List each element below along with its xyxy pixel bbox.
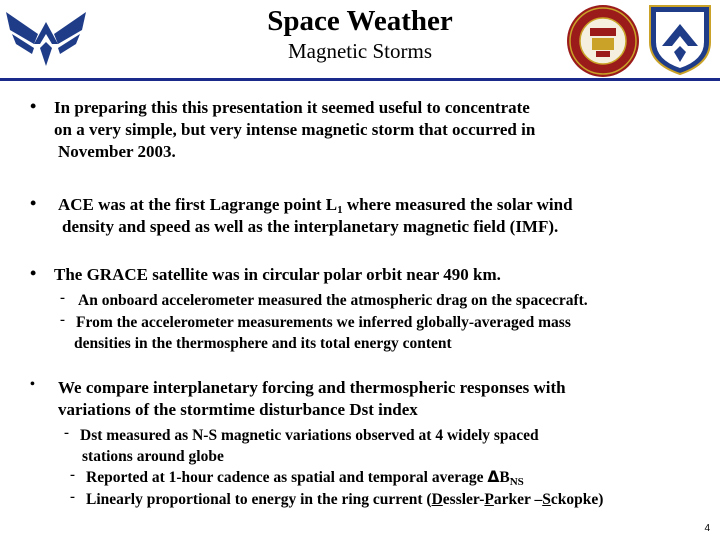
bullet-2-line-2: density and speed as well as the interplanetary magnetic field (IMF). xyxy=(62,217,559,236)
bullet-4 xyxy=(58,377,566,421)
bullet-4-line-2: variations of the stormtime disturbance Dst index xyxy=(58,400,418,419)
bullet-4-line-1: We compare interplanetary forcing and thermospheric responses with xyxy=(58,378,566,397)
bullet-4-sub-1: Dst measured as N-S magnetic variations observed at 4 widely spaced xyxy=(80,427,539,444)
bullet-marker: • xyxy=(30,263,37,283)
sub-bullet-dash: - xyxy=(64,425,69,441)
bullet-3-sub-2: From the accelerometer measurements we inferred globally-averaged mass xyxy=(76,314,571,331)
air-force-logo-icon xyxy=(4,4,88,70)
bullet-4-sub-3: Linearly proportional to energy in the ring current (Dessler-Parker –Sckopke) xyxy=(86,491,604,508)
bullet-marker: • xyxy=(30,377,35,392)
bullet-4-sub-2: Reported at 1-hour cadence as spatial and temporal average $\Delta B_{NS}$ xyxy=(86,468,524,488)
bullet-marker: • xyxy=(30,96,37,116)
bullet-1-line-2: on a very simple, but very intense magnetic storm that occurred in xyxy=(54,120,536,139)
afrl-shield-icon xyxy=(646,2,714,76)
bullet-4-sub-1-cont: stations around globe xyxy=(82,448,224,465)
bullet-1-line-3: November 2003. xyxy=(58,142,176,161)
boston-college-seal-icon xyxy=(566,4,640,78)
bullet-1-line-1: In preparing this this presentation it seemed useful to concentrate xyxy=(54,98,530,117)
bullet-3-line: The GRACE satellite was in circular polar orbit near 490 km. xyxy=(54,265,501,284)
bullet-1 xyxy=(54,97,535,163)
slide-subtitle: Magnetic Storms xyxy=(287,39,433,63)
bullet-3-sub-2-cont: densities in the thermosphere and its total energy content xyxy=(74,335,452,352)
bullet-3 xyxy=(54,264,501,286)
sub-bullet-dash: - xyxy=(60,312,65,328)
bullet-2 xyxy=(58,194,573,238)
slide-title: Space Weather xyxy=(267,5,453,37)
sub-bullet-dash: - xyxy=(70,467,75,483)
bullet-2-line-1: ACE was at the first Lagrange point $L_1$ where measured the solar wind xyxy=(58,195,573,216)
sub-bullet-dash: - xyxy=(60,290,65,306)
page-number: 4 xyxy=(704,523,710,534)
sub-bullet-dash: - xyxy=(70,489,75,505)
header-divider xyxy=(0,78,720,81)
bullet-marker: • xyxy=(30,193,37,213)
bullet-3-sub-1: An onboard accelerometer measured the atmospheric drag on the spacecraft. xyxy=(78,292,588,309)
